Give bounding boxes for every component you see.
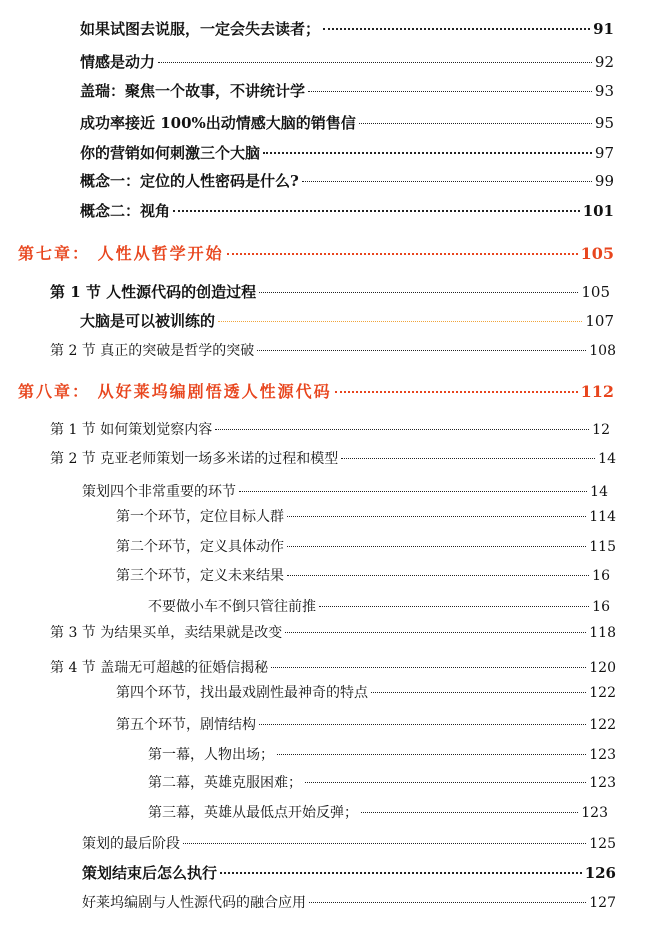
page-number: 91	[593, 20, 614, 38]
page-number: 14	[598, 451, 616, 467]
dot-leader	[287, 516, 586, 517]
entry-title: 第一个环节，定位目标人群	[116, 509, 284, 525]
entry-title: 策划四个非常重要的环节	[82, 484, 236, 500]
entry-title: 第五个环节，剧情结构	[116, 717, 256, 733]
dot-leader	[227, 253, 578, 255]
page-number: 16	[592, 599, 610, 615]
section-title: 第 2 节 克亚老师策划一场多米诺的过程和模型	[50, 451, 339, 467]
chapter-title: 第七章： 人性从哲学开始	[18, 244, 224, 263]
dot-leader	[308, 91, 592, 92]
toc-entry	[80, 112, 614, 134]
dot-leader	[287, 546, 586, 547]
section-title: 第 4 节 盖瑞无可超越的征婚信揭秘	[50, 660, 269, 676]
dot-leader	[259, 292, 578, 293]
section-title: 第 1 节 人性源代码的创造过程	[50, 283, 257, 301]
page-number: 120	[589, 660, 616, 676]
page-number: 97	[594, 144, 614, 162]
toc-entry	[80, 51, 614, 73]
page-number: 112	[580, 382, 614, 401]
toc-entry	[116, 714, 616, 736]
dot-leader	[183, 843, 586, 844]
page-number: 125	[589, 836, 616, 852]
dot-leader	[271, 667, 586, 668]
section-entry	[50, 448, 616, 470]
toc-entry	[148, 744, 616, 766]
toc-entry	[82, 862, 616, 884]
page-number: 14	[590, 484, 608, 500]
entry-title: 概念二：视角	[80, 202, 171, 220]
section-entry	[50, 419, 610, 441]
page-number: 127	[589, 895, 616, 911]
dot-leader	[341, 458, 595, 459]
entry-title: 不要做小车不倒只管往前推	[148, 599, 316, 615]
dot-leader	[287, 575, 589, 576]
dot-leader	[359, 123, 592, 124]
entry-title: 你的营销如何刺激三个大脑	[80, 144, 261, 162]
page-number: 118	[589, 625, 616, 641]
page-number: 105	[580, 244, 614, 263]
entry-title: 第二幕，英雄克服困难；	[148, 775, 302, 791]
dot-leader	[302, 181, 592, 182]
entry-title: 情感是动力	[80, 53, 156, 71]
section-entry	[50, 657, 616, 679]
page-number: 12	[592, 422, 610, 438]
page-number: 126	[584, 864, 616, 882]
page-number: 16	[592, 568, 610, 584]
toc-entry	[116, 565, 610, 587]
page-number: 99	[594, 172, 614, 190]
dot-leader	[335, 391, 578, 393]
toc-entry	[80, 200, 614, 222]
toc-entry	[148, 802, 608, 824]
entry-title: 大脑是可以被训练的	[80, 312, 216, 330]
dot-leader	[285, 632, 586, 633]
entry-title: 策划结束后怎么执行	[82, 864, 218, 882]
dot-leader	[305, 782, 586, 783]
page-number: 123	[589, 747, 616, 763]
toc-entry	[80, 170, 614, 192]
toc-entry	[148, 772, 616, 794]
dot-leader	[239, 491, 587, 492]
page-number: 95	[594, 114, 614, 132]
dot-leader	[158, 62, 592, 63]
toc-entry	[82, 481, 608, 503]
page-number: 105	[581, 283, 610, 301]
section-title: 第 2 节 真正的突破是哲学的突破	[50, 343, 255, 359]
entry-title: 第三个环节，定义未来结果	[116, 568, 284, 584]
page-number: 115	[589, 539, 616, 555]
dot-leader	[220, 872, 582, 874]
page-number: 122	[589, 685, 616, 701]
toc-entry	[116, 682, 616, 704]
dot-leader	[215, 429, 589, 430]
dot-leader	[319, 606, 589, 607]
entry-title: 如果试图去说服，一定会失去读者；	[80, 20, 321, 38]
dot-leader	[263, 152, 592, 154]
chapter-heading	[18, 381, 614, 403]
entry-title: 概念一：定位的人性密码是什么?	[80, 172, 299, 190]
entry-title: 第三幕，英雄从最低点开始反弹；	[148, 805, 358, 821]
page-number: 92	[594, 53, 614, 71]
chapter-title: 第八章： 从好莱坞编剧悟透人性源代码	[18, 382, 332, 401]
dot-leader	[277, 754, 586, 755]
section-title: 第 3 节 为结果买单，卖结果就是改变	[50, 625, 283, 641]
toc-entry	[80, 310, 614, 332]
page-number: 101	[582, 202, 614, 220]
dot-leader	[218, 321, 582, 322]
page-number: 114	[589, 509, 616, 525]
page-number: 123	[589, 775, 616, 791]
dot-leader	[257, 350, 586, 351]
dot-leader	[259, 724, 586, 725]
entry-title: 第一幕，人物出场；	[148, 747, 274, 763]
dot-leader	[361, 812, 578, 813]
entry-title: 好莱坞编剧与人性源代码的融合应用	[82, 895, 306, 911]
toc-entry	[80, 142, 614, 164]
dot-leader	[371, 692, 586, 693]
toc-entry	[82, 833, 616, 855]
page-number: 123	[581, 805, 608, 821]
entry-title: 第四个环节，找出最戏剧性最神奇的特点	[116, 685, 368, 701]
entry-title: 第二个环节，定义具体动作	[116, 539, 284, 555]
section-entry	[50, 281, 610, 303]
page-number: 108	[589, 343, 616, 359]
entry-title: 盖瑞：聚焦一个故事，不讲统计学	[80, 82, 306, 100]
section-entry	[50, 622, 616, 644]
page-number: 122	[589, 717, 616, 733]
dot-leader	[173, 210, 580, 212]
toc-entry	[80, 80, 614, 102]
page-number: 107	[585, 312, 614, 330]
entry-title: 成功率接近 100%出动情感大脑的销售信	[80, 114, 356, 132]
entry-title: 策划的最后阶段	[82, 836, 180, 852]
dot-leader	[323, 28, 590, 30]
toc-entry	[116, 536, 616, 558]
page-number: 93	[594, 82, 614, 100]
dot-leader	[309, 902, 586, 903]
toc-entry	[148, 596, 610, 618]
section-title: 第 1 节 如何策划觉察内容	[50, 422, 213, 438]
toc-entry	[82, 892, 616, 914]
chapter-heading	[18, 243, 614, 265]
toc-entry	[80, 18, 614, 40]
section-entry	[50, 340, 616, 362]
toc-entry	[116, 506, 616, 528]
